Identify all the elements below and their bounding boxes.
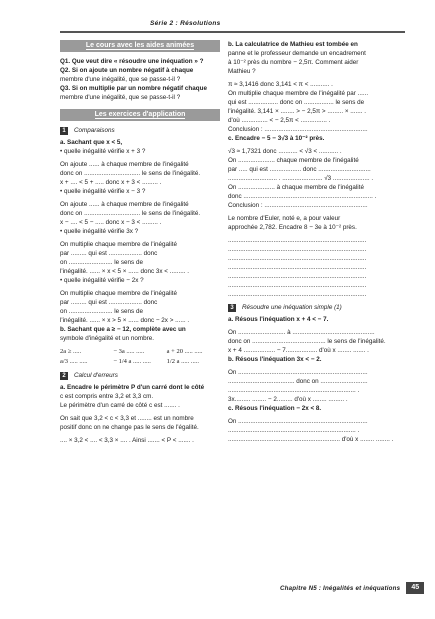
text-line: Conclusion : ........................................................... xyxy=(228,202,368,209)
section-number-badge: 3 xyxy=(228,304,236,312)
text-line: a. Résous l'inéquation x + 4 < − 7. xyxy=(228,316,329,323)
text-line: ................................................................ d'où x ........ ........ . xyxy=(228,436,394,443)
section-1-heading xyxy=(60,126,220,135)
exercise-1-text xyxy=(60,138,220,343)
left-column xyxy=(60,40,220,445)
text-line: par ......... qui est ................... donc xyxy=(60,299,158,306)
section-title: Comparaisons xyxy=(74,127,115,134)
section-title: Résoudre une inéquation simple (1) xyxy=(242,304,342,311)
text-line: ............................................................................... xyxy=(228,273,367,280)
chapter-title: Chapitre N5 : Inégalités et inéquations xyxy=(280,584,401,592)
section-2-heading xyxy=(60,371,220,380)
text-line: l'inégalité. ...... × x < 5 × ...... donc 3x < ......... . xyxy=(60,268,189,275)
text-line: ............................................................................... xyxy=(228,264,367,271)
text-line: π ≈ 3,1416 donc 3,141 < π < ........... . xyxy=(228,81,333,88)
text-line: ............................................................................... xyxy=(228,291,367,298)
header-rule xyxy=(60,31,405,33)
grid-cell: 2a ≥ ..... xyxy=(60,348,82,355)
text-line: x − .... < 5 − ..... donc x − 3 < ......... . xyxy=(60,219,162,226)
section-number-badge: 2 xyxy=(60,372,68,380)
text-line: ............................................................................... xyxy=(228,255,367,262)
text-line: ............................................................................... xyxy=(228,237,367,244)
text-line: à 10⁻² près du nombre − 2,5π. Comment aider xyxy=(228,59,359,66)
text-line: On multiplie chaque membre de l'inégalité xyxy=(60,241,178,248)
text-line: • quelle inégalité vérifie x + 3 ? xyxy=(60,148,146,155)
exercise-2-text xyxy=(60,383,220,445)
question-2-line-1: Q2. Si on ajoute un nombre négatif à chaque xyxy=(60,67,194,74)
question-3-line-1: Q3. Si on multiplie par un nombre négatif chaque xyxy=(60,85,207,92)
text-line: symbole d'inégalité et un nombre. xyxy=(60,335,154,342)
right-column xyxy=(228,40,398,444)
text-line: a. Encadre le périmètre P d'un carré dont le côté xyxy=(60,384,205,391)
text-line: 3x......... ........ − 2......... d'où x ........ ......... . xyxy=(228,396,348,403)
text-line: On ..................... à chaque membre de l'inégalité xyxy=(228,184,364,191)
text-line: c. Résous l'inéquation − 2x < 8. xyxy=(228,405,322,412)
text-line: par ......... qui est ................... donc xyxy=(60,250,158,257)
text-line: x + 4 .................. − 7.................. d'où x ........ ....... . xyxy=(228,347,369,354)
series-title: Série 2 : Résolutions xyxy=(150,20,221,27)
text-line: c. Encadre − 5 − 3√3 à 10⁻² près. xyxy=(228,135,325,142)
text-line: d'où ............... < − 2,5π < ............... . xyxy=(228,117,331,124)
page-footer xyxy=(280,582,424,594)
text-line: Le périmètre d'un carré de côté c est ....... . xyxy=(60,402,180,409)
text-line: donc on .......................................... le sens de l'inégalité. xyxy=(228,338,386,345)
text-line: par ..... qui est .................. donc .............................. xyxy=(228,166,371,173)
section-title: Calcul d'erreurs xyxy=(74,372,118,379)
grid-cell: − 3a ..... ..... xyxy=(113,348,145,355)
text-line: On ........................... à ............................................... xyxy=(228,329,375,336)
text-line: qui est ................. donc on ................. le sens de xyxy=(228,99,365,106)
text-line: on ......................... le sens de xyxy=(60,259,143,266)
text-line: On multiplie chaque membre de l'inégalité par ...... xyxy=(228,90,369,97)
course-banner-text: Le cours avec les aides animées xyxy=(85,42,195,49)
text-line: .... × 3,2 < .... < 3,3 × .... . Ainsi ....... < P < ....... . xyxy=(60,437,194,444)
inequality-grid xyxy=(60,347,220,367)
question-2-line-2: membre d'une inégalité, que se passe-t-il ? xyxy=(60,76,181,83)
text-line: ......................................................................... . xyxy=(228,387,360,394)
text-line: ............................ . ....................... √3 ..................... . xyxy=(228,175,374,182)
page-number: 45 xyxy=(406,582,424,594)
exercises-banner xyxy=(60,109,220,121)
text-line: ............................................................................... xyxy=(228,282,367,289)
text-line: √3 ≈ 1,7321 donc ........... < √3 < ........... . xyxy=(228,148,342,155)
text-line: Conclusion : ........................................................... xyxy=(228,126,368,133)
text-line: On sait que 3,2 < c < 3,3 et ........ est un nombre xyxy=(60,415,194,422)
course-banner xyxy=(60,40,220,52)
question-1: Q1. Que veut dire « résoudre une inéquation » ? xyxy=(60,58,204,65)
text-line: ............................................................................... xyxy=(228,246,367,253)
text-line: • quelle inégalité vérifie 3x ? xyxy=(60,228,139,235)
text-line: b. La calculatrice de Mathieu est tombée en xyxy=(228,41,358,48)
text-line: c est compris entre 3,2 et 3,3 cm. xyxy=(60,393,154,400)
text-line: x + .... < 5 + ..... donc x + 3 < ......... . xyxy=(60,179,162,186)
grid-cell: a + 20 ..... ..... xyxy=(166,348,203,355)
text-line: On multiplie chaque membre de l'inégalité xyxy=(60,290,178,297)
text-line: On ..................... chaque membre de l'inégalité xyxy=(228,157,359,164)
text-line: donc .......................................................................... . xyxy=(228,193,377,200)
text-line: Mathieu ? xyxy=(228,68,256,75)
text-line: Le nombre d'Euler, noté e, a pour valeur xyxy=(228,215,341,222)
page-header xyxy=(0,0,435,34)
text-line: l'inégalité. 3,141 × ........ > − 2,5π > ......... × ....... . xyxy=(228,108,367,115)
text-line: donc on ................................ le sens de l'inégalité. xyxy=(60,170,201,177)
text-line: positif donc on ne change pas le sens de l'égalité. xyxy=(60,424,199,431)
text-line: b. Résous l'inéquation 3x < − 2. xyxy=(228,356,322,363)
text-line: donc on ................................ le sens de l'inégalité. xyxy=(60,210,201,217)
text-line: a. Sachant que x < 5, xyxy=(60,139,123,146)
text-line: On .......................................................................... xyxy=(228,418,368,425)
text-line: l'inégalité. ...... × x > 5 × ...... donc − 2x > ...... . xyxy=(60,317,190,324)
grid-cell: a/3 ..... ..... xyxy=(60,358,88,365)
exercise-3-text xyxy=(228,315,398,444)
text-line: • quelle inégalité vérifie − 2x ? xyxy=(60,277,144,284)
text-line: approchée 2,782. Encadre 8 − 3e à 10⁻² près. xyxy=(228,224,357,231)
text-line: On ajoute ...... à chaque membre de l'inégalité xyxy=(60,161,189,168)
text-line: on ......................... le sens de xyxy=(60,308,143,315)
exercises-banner-text: Les exercices d'application xyxy=(94,111,186,118)
section-number-badge: 1 xyxy=(60,127,68,135)
text-line: On .......................................................................... xyxy=(228,369,368,376)
grid-cell: 1/2 a ..... ..... xyxy=(166,358,199,365)
text-line: ...................................... donc on ........................... xyxy=(228,378,368,385)
text-line: ......................................................................... . xyxy=(228,427,360,434)
question-3-line-2: membre d'une inégalité, que se passe-t-il ? xyxy=(60,94,181,101)
section-3-heading xyxy=(228,303,398,312)
text-line: On ajoute ...... à chaque membre de l'inégalité xyxy=(60,201,189,208)
grid-cell: − 1/4 a ..... ..... xyxy=(113,358,151,365)
text-line: panne et le professeur demande un encadrement xyxy=(228,50,366,57)
text-line: b. Sachant que a ≥ − 12, complète avec un xyxy=(60,326,186,333)
text-line: • quelle inégalité vérifie x − 3 ? xyxy=(60,188,146,195)
right-exercise-text xyxy=(228,40,398,299)
